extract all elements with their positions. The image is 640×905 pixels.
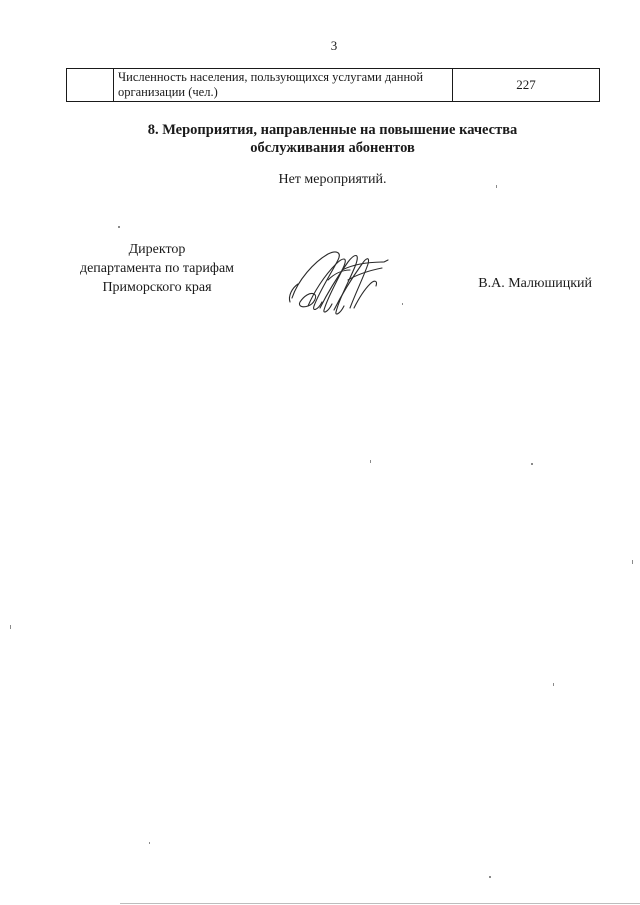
signer-position-line-3: Приморского края (102, 280, 212, 295)
scan-edge-line (120, 903, 640, 904)
table-cell-value: 227 (453, 69, 600, 102)
indicator-table (66, 68, 600, 102)
section-heading-line-2: обслуживания абонентов (250, 140, 415, 156)
scan-speck (632, 560, 633, 564)
scan-speck (149, 842, 150, 844)
scan-speck (531, 463, 533, 465)
page-number: 3 (330, 38, 338, 53)
handwritten-signature (284, 240, 394, 320)
table-row (67, 69, 600, 102)
signer-position-line-2: департамента по тарифам (79, 261, 235, 276)
signer-position (60, 240, 254, 297)
section-heading (0, 121, 640, 157)
scan-speck (553, 683, 554, 686)
table-cell-number (67, 69, 114, 102)
scan-speck (118, 226, 120, 228)
signer-position-line-1: Директор (128, 242, 186, 257)
section-body-text: Нет мероприятий. (278, 172, 387, 187)
scan-speck (370, 460, 371, 463)
table-cell-label: Численность населения, пользующихся услугами данной организации (чел.) (114, 69, 453, 102)
section-heading-line-1: 8. Мероприятия, направленные на повышение качества (147, 122, 518, 138)
scan-speck (489, 876, 491, 878)
scan-speck (10, 625, 11, 629)
scan-speck (496, 185, 497, 188)
signer-name: В.А. Малюшицкий (478, 276, 592, 291)
scan-speck (402, 303, 403, 305)
